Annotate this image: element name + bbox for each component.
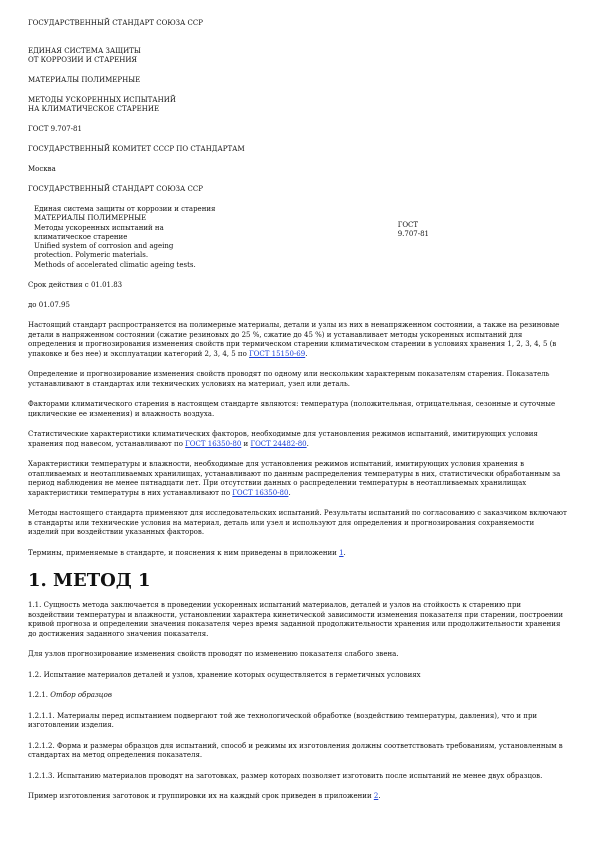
section-paragraph: 1.1. Сущность метода заключается в проведении ускоренных испытаний материалов, деталей и узлов на стойкость к старению при воздействии температуры и влажности, установлении характера кинетической зависимости изменения показателя при старении, построении кривой прогноза и определении значения показателя через время заданной продолжительности хранения или продолжительности хранения до достижения заданного значения показателя. bbox=[28, 601, 564, 638]
standard-header: ГОСУДАРСТВЕННЫЙ СТАНДАРТ СОЮЗА ССР bbox=[28, 19, 203, 27]
section-paragraph: 1.2. Испытание материалов деталей и узлов, хранение которых осуществляется в герметичных условиях bbox=[28, 670, 421, 679]
subsection-heading: 1.2.1. Отбор образцов bbox=[28, 691, 112, 700]
title-line: Единая система защиты от коррозии и старения bbox=[34, 205, 216, 213]
appendix-1-link[interactable]: 1 bbox=[339, 548, 344, 557]
gost-16350-link[interactable]: ГОСТ 16350-80 bbox=[185, 439, 242, 448]
title-line: МАТЕРИАЛЫ ПОЛИМЕРНЫЕ bbox=[34, 214, 147, 223]
title-line: Методы ускоренных испытаний на bbox=[34, 223, 164, 232]
intro-paragraph-7: Термины, применяемые в стандарте, и пояснения к ним приведены в приложении 1. bbox=[28, 548, 346, 557]
intro-paragraph-6: Методы настоящего стандарта применяют для исследовательских испытаний. Результаты испытаний по согласованию с заказчиком включают в стандарты или технические условия на материал, деталь или узел и используют для определения и прогнозирования сохраняемости изделий при воздействии указанных факторов. bbox=[28, 509, 567, 537]
section-paragraph: Пример изготовления заготовок и группировки их на каждый срок приведен в приложении 2. bbox=[28, 792, 381, 801]
gost-label: ГОСТ bbox=[397, 221, 419, 229]
city: Москва bbox=[28, 165, 56, 173]
methods-title-line-1: МЕТОДЫ УСКОРЕННЫХ ИСПЫТАНИЙ bbox=[28, 96, 176, 104]
committee-name: ГОСУДАРСТВЕННЫЙ КОМИТЕТ СССР ПО СТАНДАРТАМ bbox=[28, 145, 245, 153]
gost-24482-link[interactable]: ГОСТ 24482-80 bbox=[250, 439, 307, 448]
title-line: климатическое старение bbox=[34, 232, 128, 241]
system-title-line-2: ОТ КОРРОЗИИ И СТАРЕНИЯ bbox=[28, 56, 138, 64]
section-heading: 1. МЕТОД 1 bbox=[28, 570, 151, 592]
title-block-left bbox=[34, 205, 215, 270]
gost-number: ГОСТ 9.707-81 bbox=[28, 125, 82, 133]
section-paragraph: 1.2.1.2. Форма и размеры образцов для испытаний, способ и режимы их изготовления должны соответствовать требованиям, установленным в стандартах на метод определения показателя. bbox=[28, 741, 563, 760]
intro-paragraph-1: Настоящий стандарт распространяется на полимерные материалы, детали и узлы из них в ненапряженном состоянии, а также на резиновые детали в напряженном состоянии (сжатие резиновых до 25 %, сжатие до 45 %) и устанавливает методы ускоренных испытаний для определения и прогнозирования изменения свойств при термическом старении климатическом старении в условиях хранения 1, 2, 3, 4, 5 (в упаковке и без нее) и эксплуатации категорий 2, 3, 4, 5 по ГОСТ 15150-69. bbox=[28, 321, 560, 358]
appendix-2-link[interactable]: 2 bbox=[373, 792, 379, 801]
validity-from: Срок действия с 01.01.83 bbox=[28, 281, 123, 290]
gost-16350-link[interactable]: ГОСТ 16350-80 bbox=[232, 488, 289, 497]
materials-title: МАТЕРИАЛЫ ПОЛИМЕРНЫЕ bbox=[28, 76, 141, 84]
title-line: Methods of accelerated climatic ageing tests. bbox=[34, 260, 196, 269]
title-block bbox=[34, 205, 429, 270]
standard-header-repeat: ГОСУДАРСТВЕННЫЙ СТАНДАРТ СОЮЗА ССР bbox=[28, 185, 203, 193]
title-block-right bbox=[398, 205, 429, 270]
methods-title-line-2: НА КЛИМАТИЧЕСКОЕ СТАРЕНИЕ bbox=[28, 105, 160, 113]
section-paragraph: 1.2.1.1. Материалы перед испытанием подвергают той же технологической обработке (воздействию температуры, давления), что и при изготовлении изделия. bbox=[28, 711, 538, 730]
intro-paragraph-5: Характеристики температуры и влажности, необходимые для установления режимов испытаний, имитирующих условия хранения в отапливаемых и неотапливаемых хранилищах, устанавливают по данным распределения температуры в них, статистически обработанным за период наблюдения не менее пятнадцати лет. При отсутствии данных о распределении температуры в неотапливаемых хранилищах характеристики температуры в них устанавливают по ГОСТ 16350-80. bbox=[28, 460, 561, 497]
intro-paragraph-2: Определение и прогнозирование изменения свойств проводят по одному или нескольким характерным показателям старения. Показатель устанавливают в стандартах или технических условиях на материал, узел или деталь. bbox=[28, 370, 550, 388]
title-line: protection. Polymeric materials. bbox=[34, 251, 149, 260]
gost-15150-link[interactable]: ГОСТ 15150-69 bbox=[249, 349, 306, 358]
gost-code: 9.707-81 bbox=[397, 230, 429, 238]
section-paragraph: Для узлов прогнозирование изменения свойств проводят по изменению показателя слабого звена. bbox=[28, 650, 399, 659]
intro-paragraph-3: Факторами климатического старения в настоящем стандарте являются: температура (положительная, отрицательная, сезонные и суточные циклические ее изменения) и влажность воздуха. bbox=[28, 400, 556, 418]
system-title-line-1: ЕДИНАЯ СИСТЕМА ЗАЩИТЫ bbox=[28, 47, 141, 55]
title-line: Unified system of corrosion and ageing bbox=[34, 242, 174, 251]
validity-to: до 01.07.95 bbox=[28, 301, 70, 310]
section-paragraph: 1.2.1.3. Испытанию материалов проводят на заготовках, размер которых позволяет изготовить после испытаний не менее двух образцов. bbox=[28, 771, 543, 780]
intro-paragraph-4: Статистические характеристики климатических факторов, необходимые для установления режимов испытаний, имитирующих условия хранения под навесом, устанавливают по ГОСТ 16350-80 и ГОСТ 24482-80. bbox=[28, 430, 538, 448]
